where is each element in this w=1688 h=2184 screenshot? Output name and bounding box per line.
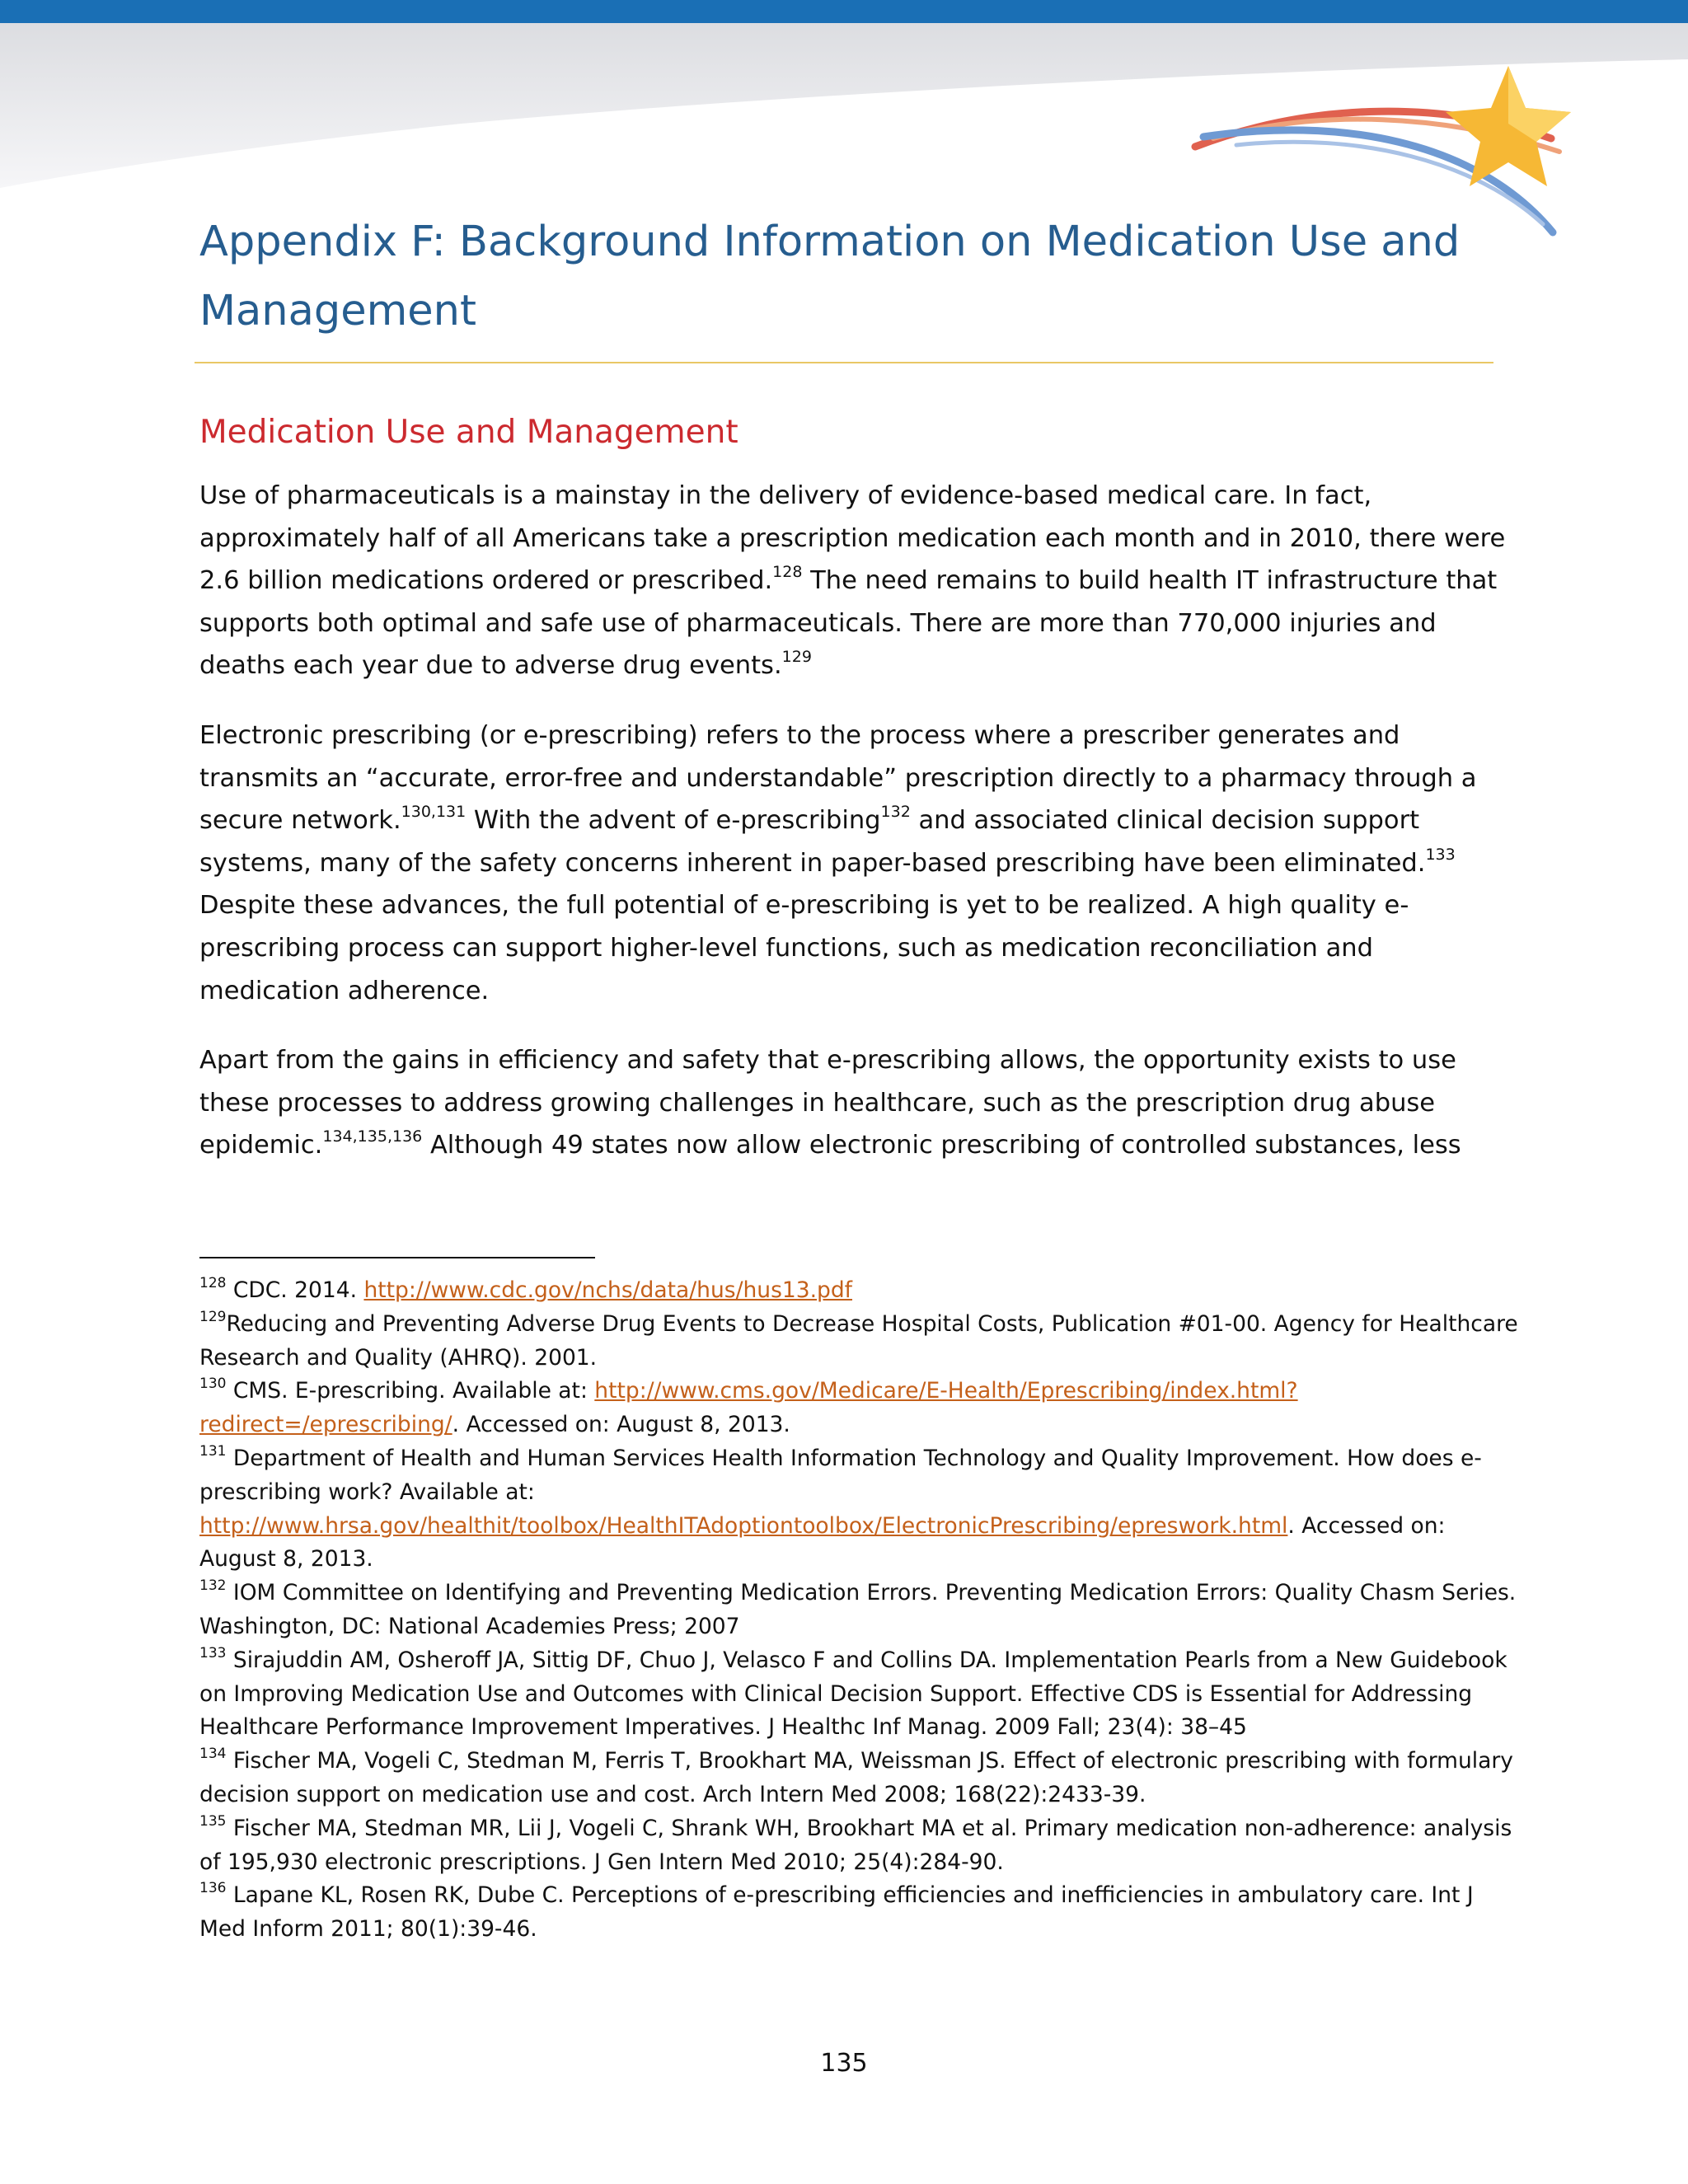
footnote-number: 136 (199, 1880, 227, 1897)
text-run: Electronic prescribing (or e-prescribing) refers to the process where a prescriber generates and transmits an “accurate, error-free and understandable” prescription directly to a pharmacy through a secure network. (199, 720, 1477, 836)
footnote-132 (199, 1577, 1518, 1644)
paragraph-3 (199, 1039, 1518, 1167)
text-run: The need remains to build health IT infrastructure that supports both optimal and safe use of pharmaceuticals. There are more than 770,000 injuries and deaths each year due to adverse drug events. (199, 566, 1498, 681)
footnote-136 (199, 1879, 1518, 1947)
text-run: Apart from the gains in efficiency and safety that e-prescribing allows, the opportunity exists to use these processes to address growing challenges in healthcare, such as the prescription drug abuse epidemic. (199, 1046, 1456, 1160)
title-divider (195, 362, 1493, 363)
footnote-link[interactable]: http://www.hrsa.gov/healthit/toolbox/HealthITAdoptiontoolbox/ElectronicPrescribing/epreswork.html (199, 1512, 1288, 1539)
paragraph-2 (199, 715, 1518, 1012)
footnote-text: Lapane KL, Rosen RK, Dube C. Perceptions of e-prescribing efficiencies and inefficiencies in ambulatory care. Int J Med Inform 2011; 80(1):39-46. (199, 1882, 1474, 1943)
footnote-text: IOM Committee on Identifying and Preventing Medication Errors. Preventing Medication Errors: Quality Chasm Series. Washington, DC: National Academies Press; 2007 (199, 1580, 1517, 1639)
body-text (199, 475, 1518, 1194)
footnote-text: Department of Health and Human Services Health Information Technology and Quality Improvement. How does e-prescribing work? Available at: (199, 1445, 1482, 1505)
footnote-ref[interactable]: 130,131 (401, 803, 467, 822)
footnote-text: Fischer MA, Vogeli C, Stedman M, Ferris T, Brookhart MA, Weissman JS. Effect of electronic prescribing with formulary decision support on medication use and cost. Arch Intern Med 2008; 168(22):2433-39. (199, 1748, 1513, 1807)
footnote-number: 135 (199, 1812, 227, 1830)
footnote-ref[interactable]: 134,135,136 (322, 1127, 423, 1146)
page-title: Appendix F: Background Information on Medication Use and Management (199, 218, 1461, 335)
footnote-133 (199, 1644, 1518, 1745)
footnote-link[interactable]: http://www.cms.gov/Medicare/E-Health/Eprescribing/index.html?redirect=/eprescribing/ (199, 1378, 1298, 1438)
footnote-number: 133 (199, 1644, 227, 1661)
paragraph-1 (199, 475, 1518, 687)
section-heading: Medication Use and Management (199, 414, 738, 451)
footnote-130 (199, 1375, 1518, 1442)
footnote-134 (199, 1745, 1518, 1812)
footnote-text-after: . Accessed on: August 8, 2013. (452, 1412, 790, 1438)
footnote-text: CMS. E-prescribing. Available at: (226, 1378, 595, 1404)
footnote-128 (199, 1274, 1518, 1308)
footnote-text: Reducing and Preventing Adverse Drug Events to Decrease Hospital Costs, Publication #01-00. Agency for Healthcare Research and Quality (AHRQ). 2001. (199, 1310, 1518, 1371)
footnote-number: 134 (199, 1746, 227, 1763)
text-run: Despite these advances, the full potential of e-prescribing is yet to be realized. A high quality e-prescribing process can support higher-level functions, such as medication reconciliation and medication adherence. (199, 891, 1409, 1005)
footnote-129 (199, 1308, 1518, 1376)
text-run: and associated clinical decision support systems, many of the safety concerns inherent in paper-based prescribing have been eliminated. (199, 806, 1426, 878)
footnote-ref[interactable]: 132 (880, 803, 911, 822)
footnote-number: 129 (199, 1308, 227, 1325)
footnote-text-after: . Accessed on: August 8, 2013. (199, 1512, 1446, 1572)
text-run: With the advent of e-prescribing (466, 806, 881, 836)
footnote-ref[interactable]: 129 (781, 648, 812, 667)
footnote-number: 131 (199, 1442, 227, 1460)
text-run: Use of pharmaceuticals is a mainstay in the delivery of evidence-based medical care. In fact, approximately half of all Americans take a prescription medication each month and in 2010, there were 2.6 billion medications ordered or prescribed. (199, 481, 1506, 596)
footnote-ref[interactable]: 128 (772, 563, 803, 582)
footnote-135 (199, 1812, 1518, 1880)
footnotes (199, 1274, 1518, 1947)
page-number: 135 (820, 2049, 868, 2078)
footnote-text: Sirajuddin AM, Osheroff JA, Sittig DF, Chuo J, Velasco F and Collins DA. Implementation Pearls from a New Guidebook on Improving Medication Use and Outcomes with Clinical Decision Support. Effective CDS is Essential for Addressing Healthcare Performance Improvement Imperatives. J Healthc Inf Manag. 2009 Fall; 23(4): 38–45 (199, 1647, 1507, 1741)
footnote-number: 128 (199, 1275, 227, 1291)
footnote-text: Fischer MA, Stedman MR, Lii J, Vogeli C, Shrank WH, Brookhart MA et al. Primary medication non-adherence: analysis of 195,930 electronic prescriptions. J Gen Intern Med 2010; 25(4):284-90. (199, 1815, 1512, 1875)
footnote-131 (199, 1442, 1518, 1577)
footnote-ref[interactable]: 133 (1425, 845, 1456, 864)
footnote-number: 132 (199, 1577, 227, 1595)
footnote-separator (199, 1257, 595, 1258)
text-run: Although 49 states now allow electronic prescribing of controlled substances, less (422, 1131, 1461, 1160)
footnote-number: 130 (199, 1376, 227, 1393)
footnote-link[interactable]: http://www.cdc.gov/nchs/data/hus/hus13.pdf (363, 1277, 853, 1303)
footnote-text: CDC. 2014. (226, 1277, 364, 1303)
